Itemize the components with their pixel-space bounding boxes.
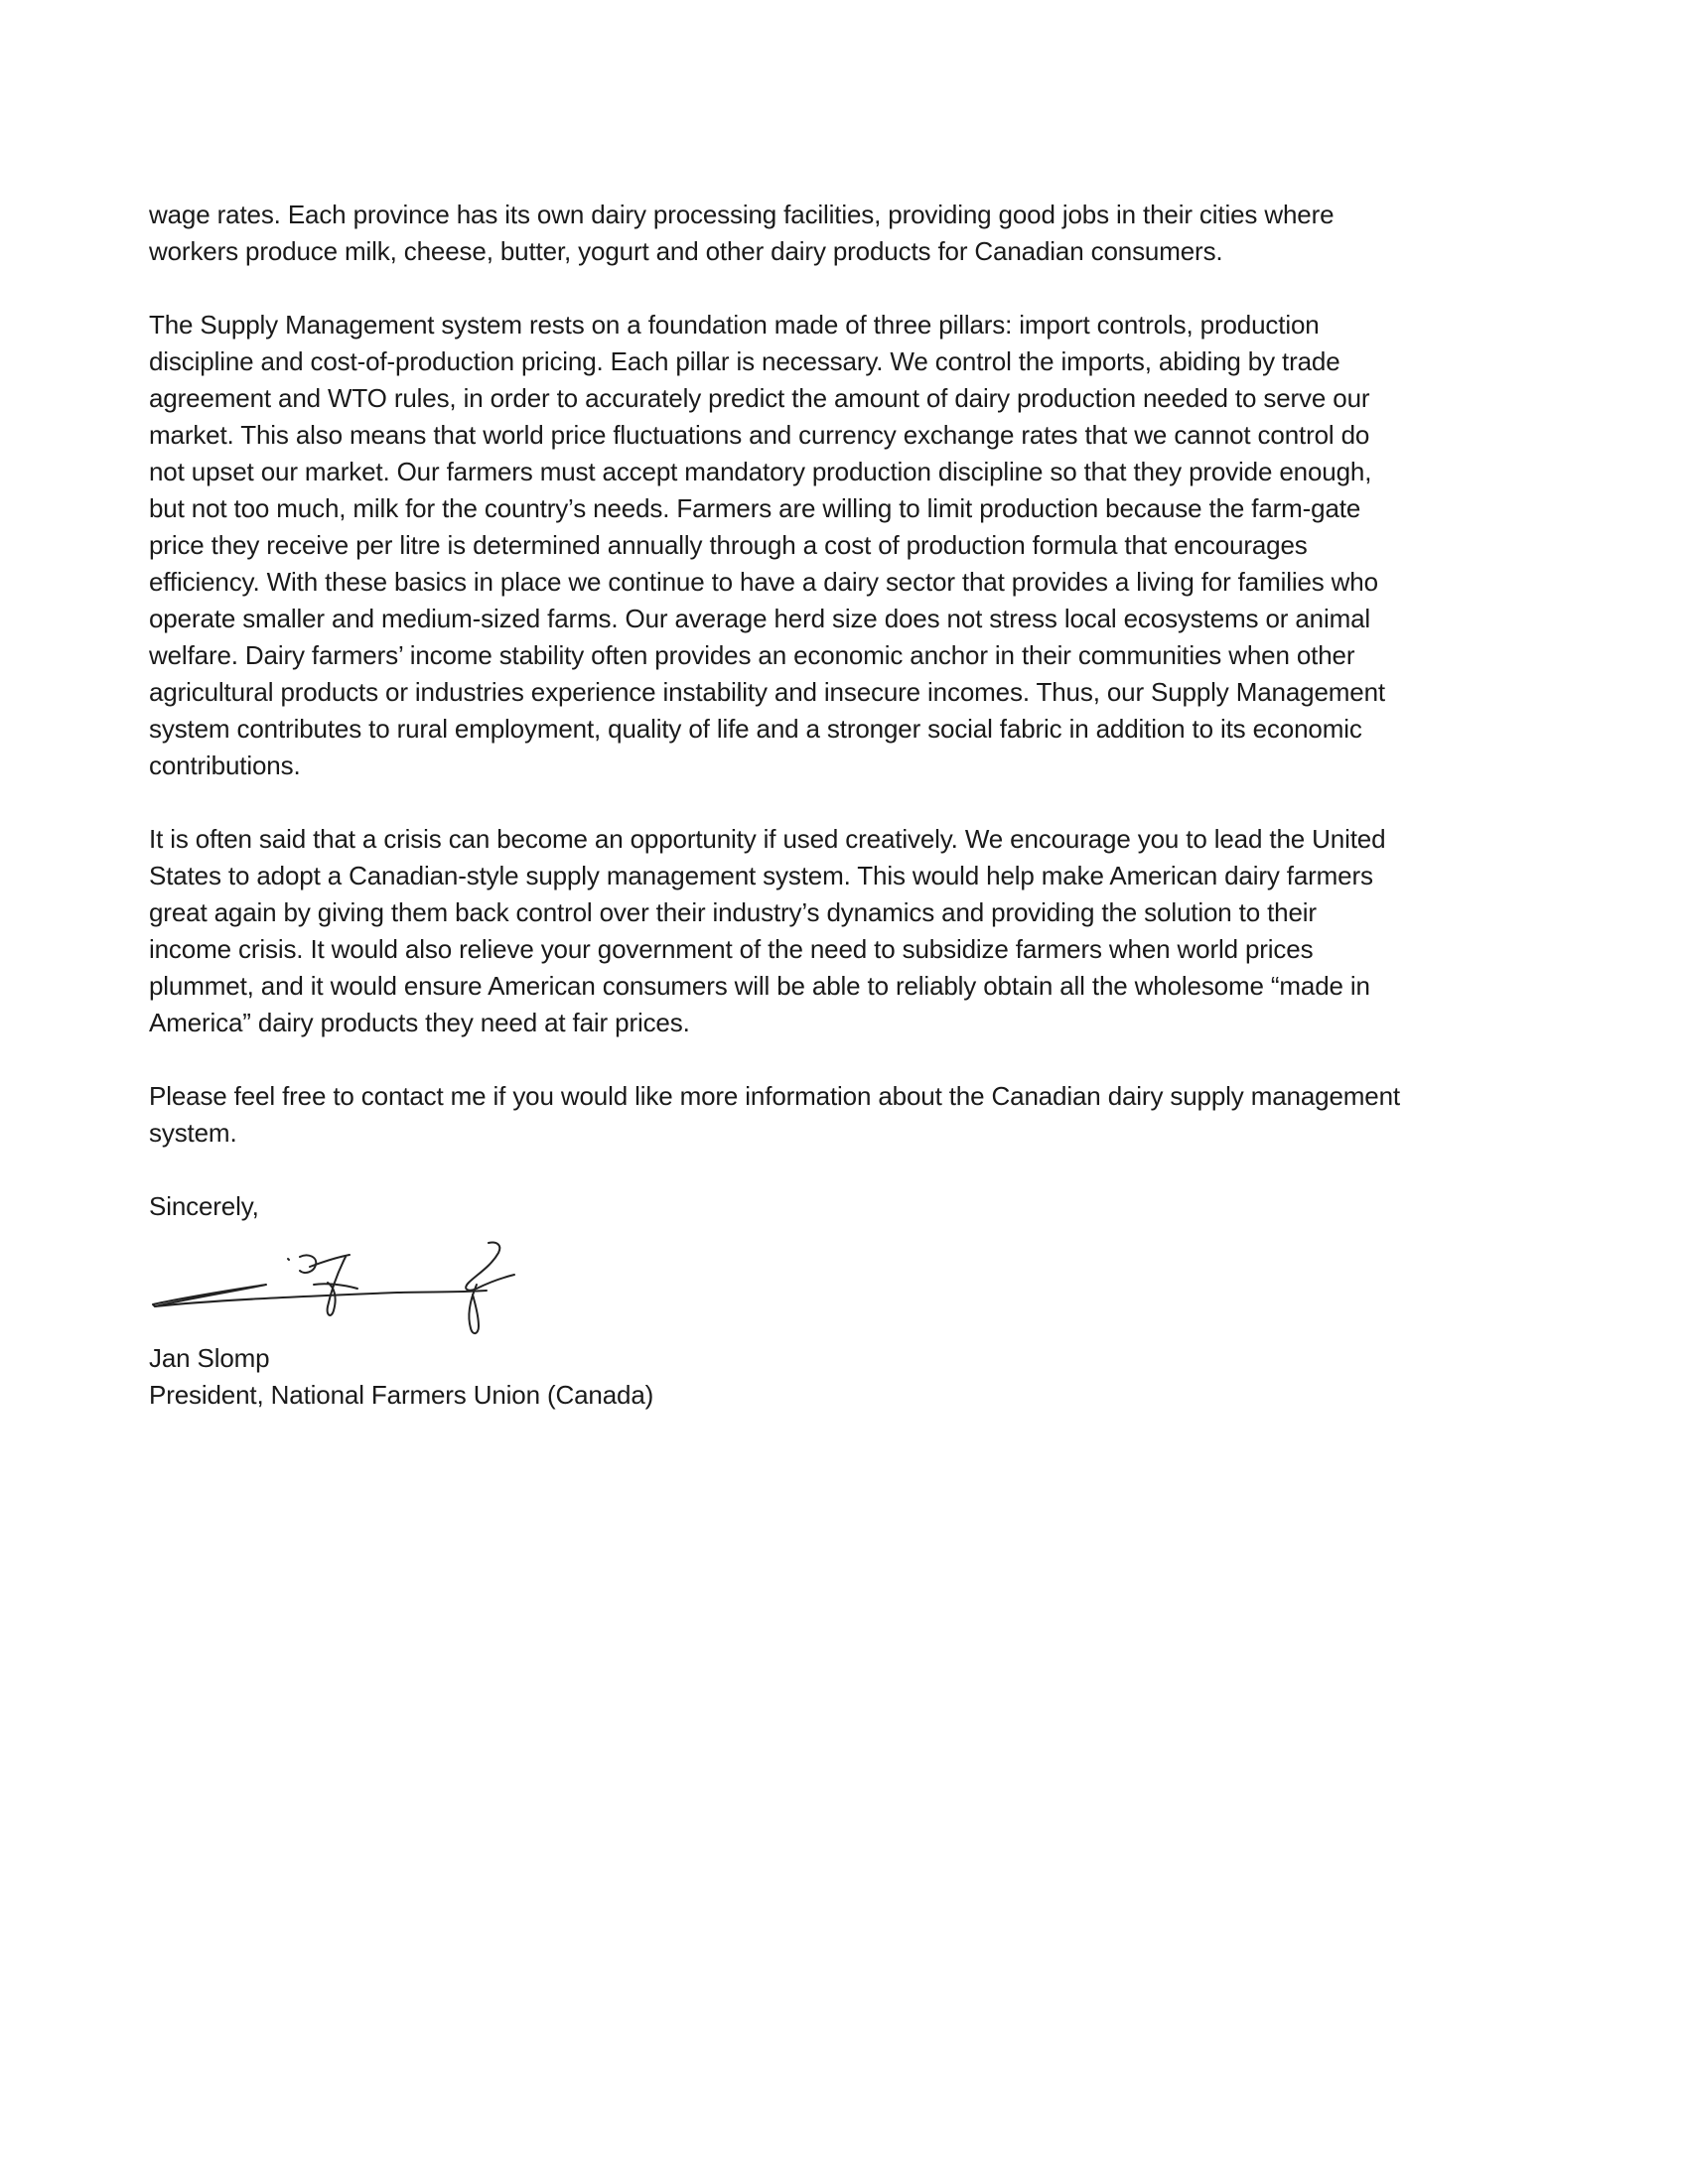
handwritten-signature	[149, 1227, 566, 1346]
signer-title: President, National Farmers Union (Canada)	[149, 1380, 654, 1410]
paragraph-3: It is often said that a crisis can become an opportunity if used creatively. We encourage you to lead the United States to adopt a Canadian-style supply management system. This would help make American dairy farmers great again by giving them back control over their industry’s dynamics and providing the solution to their income crisis. It would also relieve your government of the need to subsidize farmers when world prices plummet, and it would ensure American consumers will be able to reliably obtain all the wholesome “made in America” dairy products they need at fair prices.	[149, 824, 1386, 1037]
closing-salutation: Sincerely,	[149, 1191, 259, 1221]
paragraph-4: Please feel free to contact me if you would like more information about the Canadian dairy supply management system.	[149, 1081, 1400, 1148]
letter-body	[149, 197, 1539, 1414]
paragraph-1: wage rates. Each province has its own dairy processing facilities, providing good jobs in their cities where workers produce milk, cheese, butter, yogurt and other dairy products for Canadian consumers.	[149, 200, 1335, 266]
signer-block	[149, 1340, 1539, 1414]
paragraph-2: The Supply Management system rests on a foundation made of three pillars: import controls, production discipline and cost-of-production pricing. Each pillar is necessary. We control the imports, abiding by trade agreement and WTO rules, in order to accurately predict the amount of dairy production needed to serve our market. This also means that world price fluctuations and currency exchange rates that we cannot control do not upset our market. Our farmers must accept mandatory production discipline so that they provide enough, but not too much, milk for the country’s needs. Farmers are willing to limit production because the farm-gate price they receive per litre is determined annually through a cost of production formula that encourages efficiency. With these basics in place we continue to have a dairy sector that provides a living for families who operate smaller and medium-sized farms. Our average herd size does not stress local ecosystems or animal welfare. Dairy farmers’ income stability often provides an economic anchor in their communities when other agricultural products or industries experience instability and insecure incomes. Thus, our Supply Management system contributes to rural employment, quality of life and a stronger social fabric in addition to its economic contributions.	[149, 310, 1385, 780]
signer-name: Jan Slomp	[149, 1343, 270, 1373]
